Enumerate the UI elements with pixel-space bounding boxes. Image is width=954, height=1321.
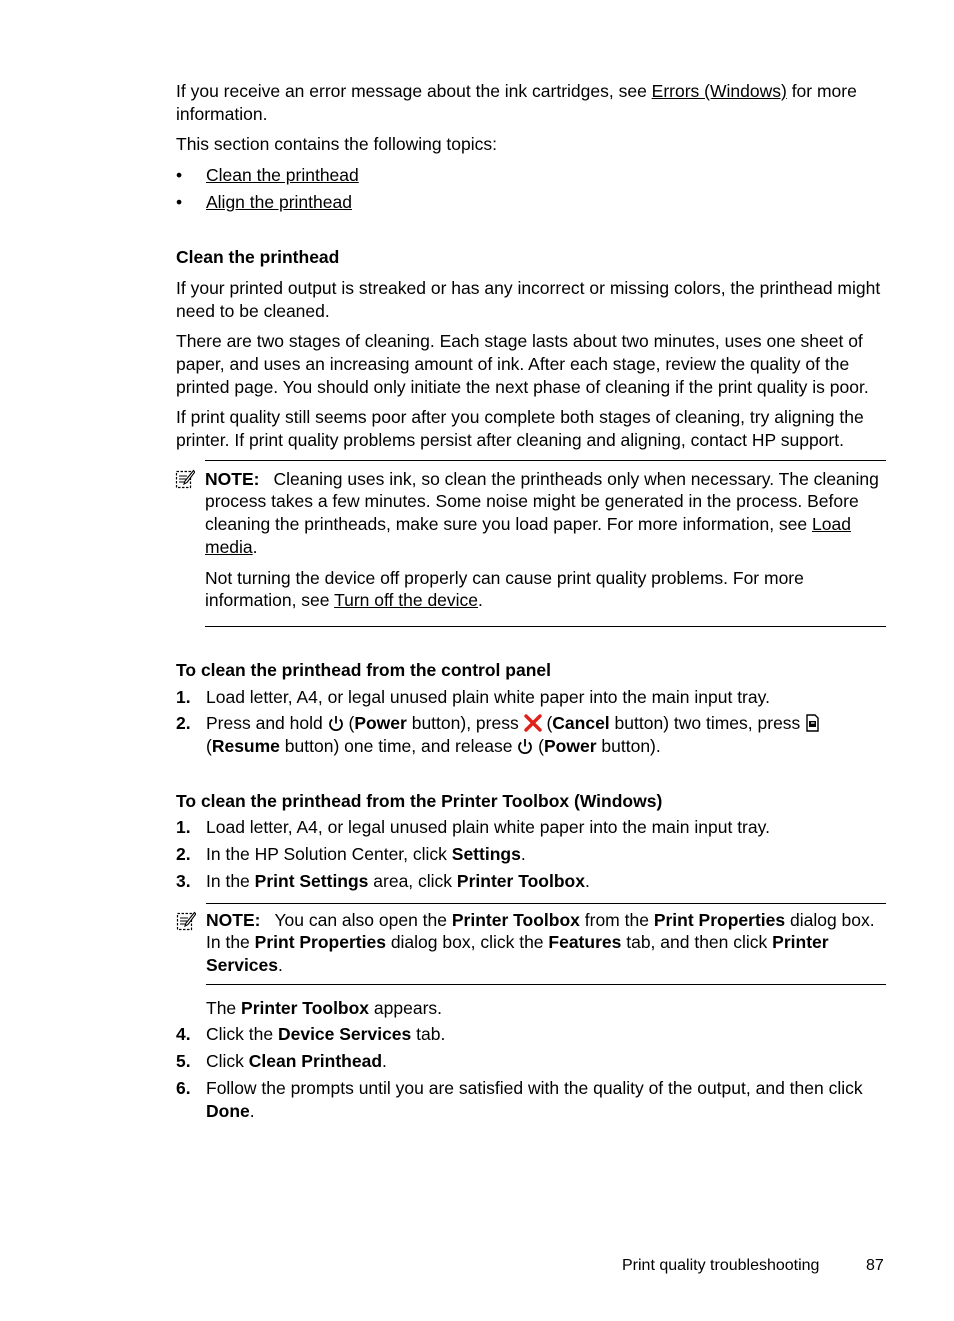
step-text: . — [382, 1051, 387, 1072]
note-label: NOTE: — [205, 468, 260, 489]
control-panel-steps — [176, 686, 886, 758]
note-text: tab, and then click — [621, 932, 773, 953]
footer-section-title: Print quality troubleshooting — [622, 1257, 820, 1274]
note-text: Not turning the device off properly can cause print quality problems. For more information, see — [205, 567, 804, 611]
topic-item — [176, 164, 886, 191]
toolbox-steps — [176, 816, 886, 892]
note-text: You can also open the — [274, 909, 452, 930]
note-text: dialog box, click the — [385, 932, 549, 953]
page-content — [176, 80, 886, 1126]
step-item — [176, 1023, 886, 1046]
align-printhead-link[interactable]: Align the printhead — [206, 192, 352, 213]
procedure-heading-toolbox: To clean the printhead from the Printer Toolbox (Windows) — [176, 790, 663, 811]
step-text: . — [249, 1100, 255, 1121]
note-box-toolbox — [206, 903, 886, 985]
topics-intro: This section contains the following topics: — [176, 134, 497, 155]
step-text: button) two times, press — [609, 713, 806, 734]
note-pad-icon — [176, 911, 196, 931]
cancel-x-icon — [524, 714, 542, 732]
step-text: Follow the prompts until you are satisfied with the quality of the output, and then click — [206, 1077, 863, 1098]
section-heading: Clean the printhead — [176, 247, 340, 268]
step-number: 4. — [176, 1024, 191, 1045]
clean-paragraph-2: There are two stages of cleaning. Each stage lasts about two minutes, uses one sheet of paper, and uses an increasing amount of ink. After each stage, review the quality of the printed page. You should only initiate the next phase of cleaning if the print quality is poor. — [176, 331, 869, 397]
step-text: ( — [206, 736, 212, 757]
note-text: . — [278, 954, 283, 975]
step-item — [176, 843, 886, 866]
note-bold: Print Properties — [254, 932, 386, 953]
done-label: Done — [206, 1100, 250, 1121]
step-text: button). — [596, 736, 661, 757]
step-text: In the HP Solution Center, click — [206, 844, 452, 865]
topic-item — [176, 191, 886, 218]
step-text: tab. — [411, 1024, 446, 1045]
step-text: Press and hold — [206, 713, 328, 734]
clean-printhead-label: Clean Printhead — [248, 1051, 383, 1072]
step-item — [176, 712, 886, 757]
print-settings-label: Print Settings — [254, 870, 369, 891]
step-number: 2. — [176, 844, 191, 865]
note-text: Cleaning uses ink, so clean the printheads only when necessary. The cleaning process takes a few minutes. Some noise might be generated in the process. Before cleaning the printheads, make sure you load paper. For more information, see — [205, 468, 879, 535]
turn-off-device-link[interactable]: Turn off the device — [334, 590, 479, 611]
note-pad-icon — [175, 469, 195, 489]
settings-label: Settings — [451, 844, 521, 865]
page-number: 87 — [866, 1257, 884, 1274]
cancel-label: Cancel — [552, 713, 610, 734]
step-text: Load letter, A4, or legal unused plain white paper into the main input tray. — [206, 686, 770, 707]
device-services-label: Device Services — [277, 1024, 412, 1045]
clean-paragraph-1: If your printed output is streaked or has any incorrect or missing colors, the printhead might need to be cleaned. — [176, 277, 881, 321]
note-box — [205, 460, 886, 627]
step-item — [176, 1077, 886, 1122]
step-text: ( — [533, 736, 544, 757]
note-text-end: . — [478, 590, 483, 611]
step-number: 5. — [176, 1051, 191, 1072]
load-media-link[interactable]: Load media — [205, 514, 851, 557]
note-paragraph — [206, 909, 886, 977]
text: The — [206, 997, 242, 1018]
errors-windows-link[interactable]: Errors (Windows) — [651, 81, 787, 101]
step-text: In the — [206, 870, 255, 891]
topics-list — [176, 164, 886, 218]
bullet: • — [176, 192, 183, 213]
step-text: ( — [541, 713, 553, 734]
step-text: Click the — [206, 1024, 278, 1045]
step-number: 3. — [176, 870, 191, 891]
step-text: Load letter, A4, or legal unused plain white paper into the main input tray. — [206, 817, 770, 838]
resume-icon — [805, 714, 820, 732]
step-text: Click — [206, 1051, 249, 1072]
toolbox-appears-text — [176, 997, 886, 1020]
printer-toolbox-label: Printer Toolbox — [241, 997, 370, 1018]
note-bold: Printer Services — [206, 932, 829, 975]
note-text-end: . — [252, 536, 258, 557]
toolbox-steps-continued — [176, 1023, 886, 1122]
step-item — [176, 870, 886, 893]
note-bold: Printer Toolbox — [451, 909, 580, 930]
power-icon — [517, 738, 533, 755]
step-text: area, click — [368, 870, 457, 891]
step-item — [176, 686, 886, 709]
intro-text: If you receive an error message about the ink cartridges, see — [176, 81, 652, 101]
bullet: • — [176, 165, 183, 186]
step-item — [176, 816, 886, 839]
step-text: . — [584, 870, 590, 891]
note-bold: Print Properties — [653, 909, 786, 930]
power-label: Power — [354, 713, 407, 734]
step-item — [176, 1050, 886, 1073]
step-number: 1. — [176, 686, 191, 707]
step-number: 1. — [176, 817, 191, 838]
step-number: 6. — [176, 1077, 191, 1098]
step-text: button) one time, and release — [279, 736, 518, 757]
text: appears. — [369, 997, 443, 1018]
power-icon — [328, 715, 344, 732]
note-text: dialog box. In the — [206, 909, 875, 953]
step-number: 2. — [176, 713, 191, 734]
step-text: button), press — [406, 713, 524, 734]
note-bold: Features — [548, 932, 622, 953]
note-paragraph-2 — [205, 567, 886, 612]
step-text: ( — [343, 713, 355, 734]
intro-paragraph — [176, 80, 886, 125]
note-label: NOTE: — [206, 909, 261, 930]
step-text: . — [520, 844, 526, 865]
printer-toolbox-label: Printer Toolbox — [456, 870, 585, 891]
resume-label: Resume — [211, 736, 280, 757]
procedure-heading-control-panel: To clean the printhead from the control panel — [176, 659, 551, 680]
note-text: from the — [579, 909, 654, 930]
clean-paragraph-3: If print quality still seems poor after you complete both stages of cleaning, try aligning the printer. If print quality problems persist after cleaning and aligning, contact HP support. — [176, 407, 864, 451]
note-paragraph-1 — [205, 468, 886, 559]
power-label: Power — [544, 736, 597, 757]
clean-printhead-link[interactable]: Clean the printhead — [206, 165, 359, 186]
intro-text-end: for more information. — [176, 81, 857, 124]
